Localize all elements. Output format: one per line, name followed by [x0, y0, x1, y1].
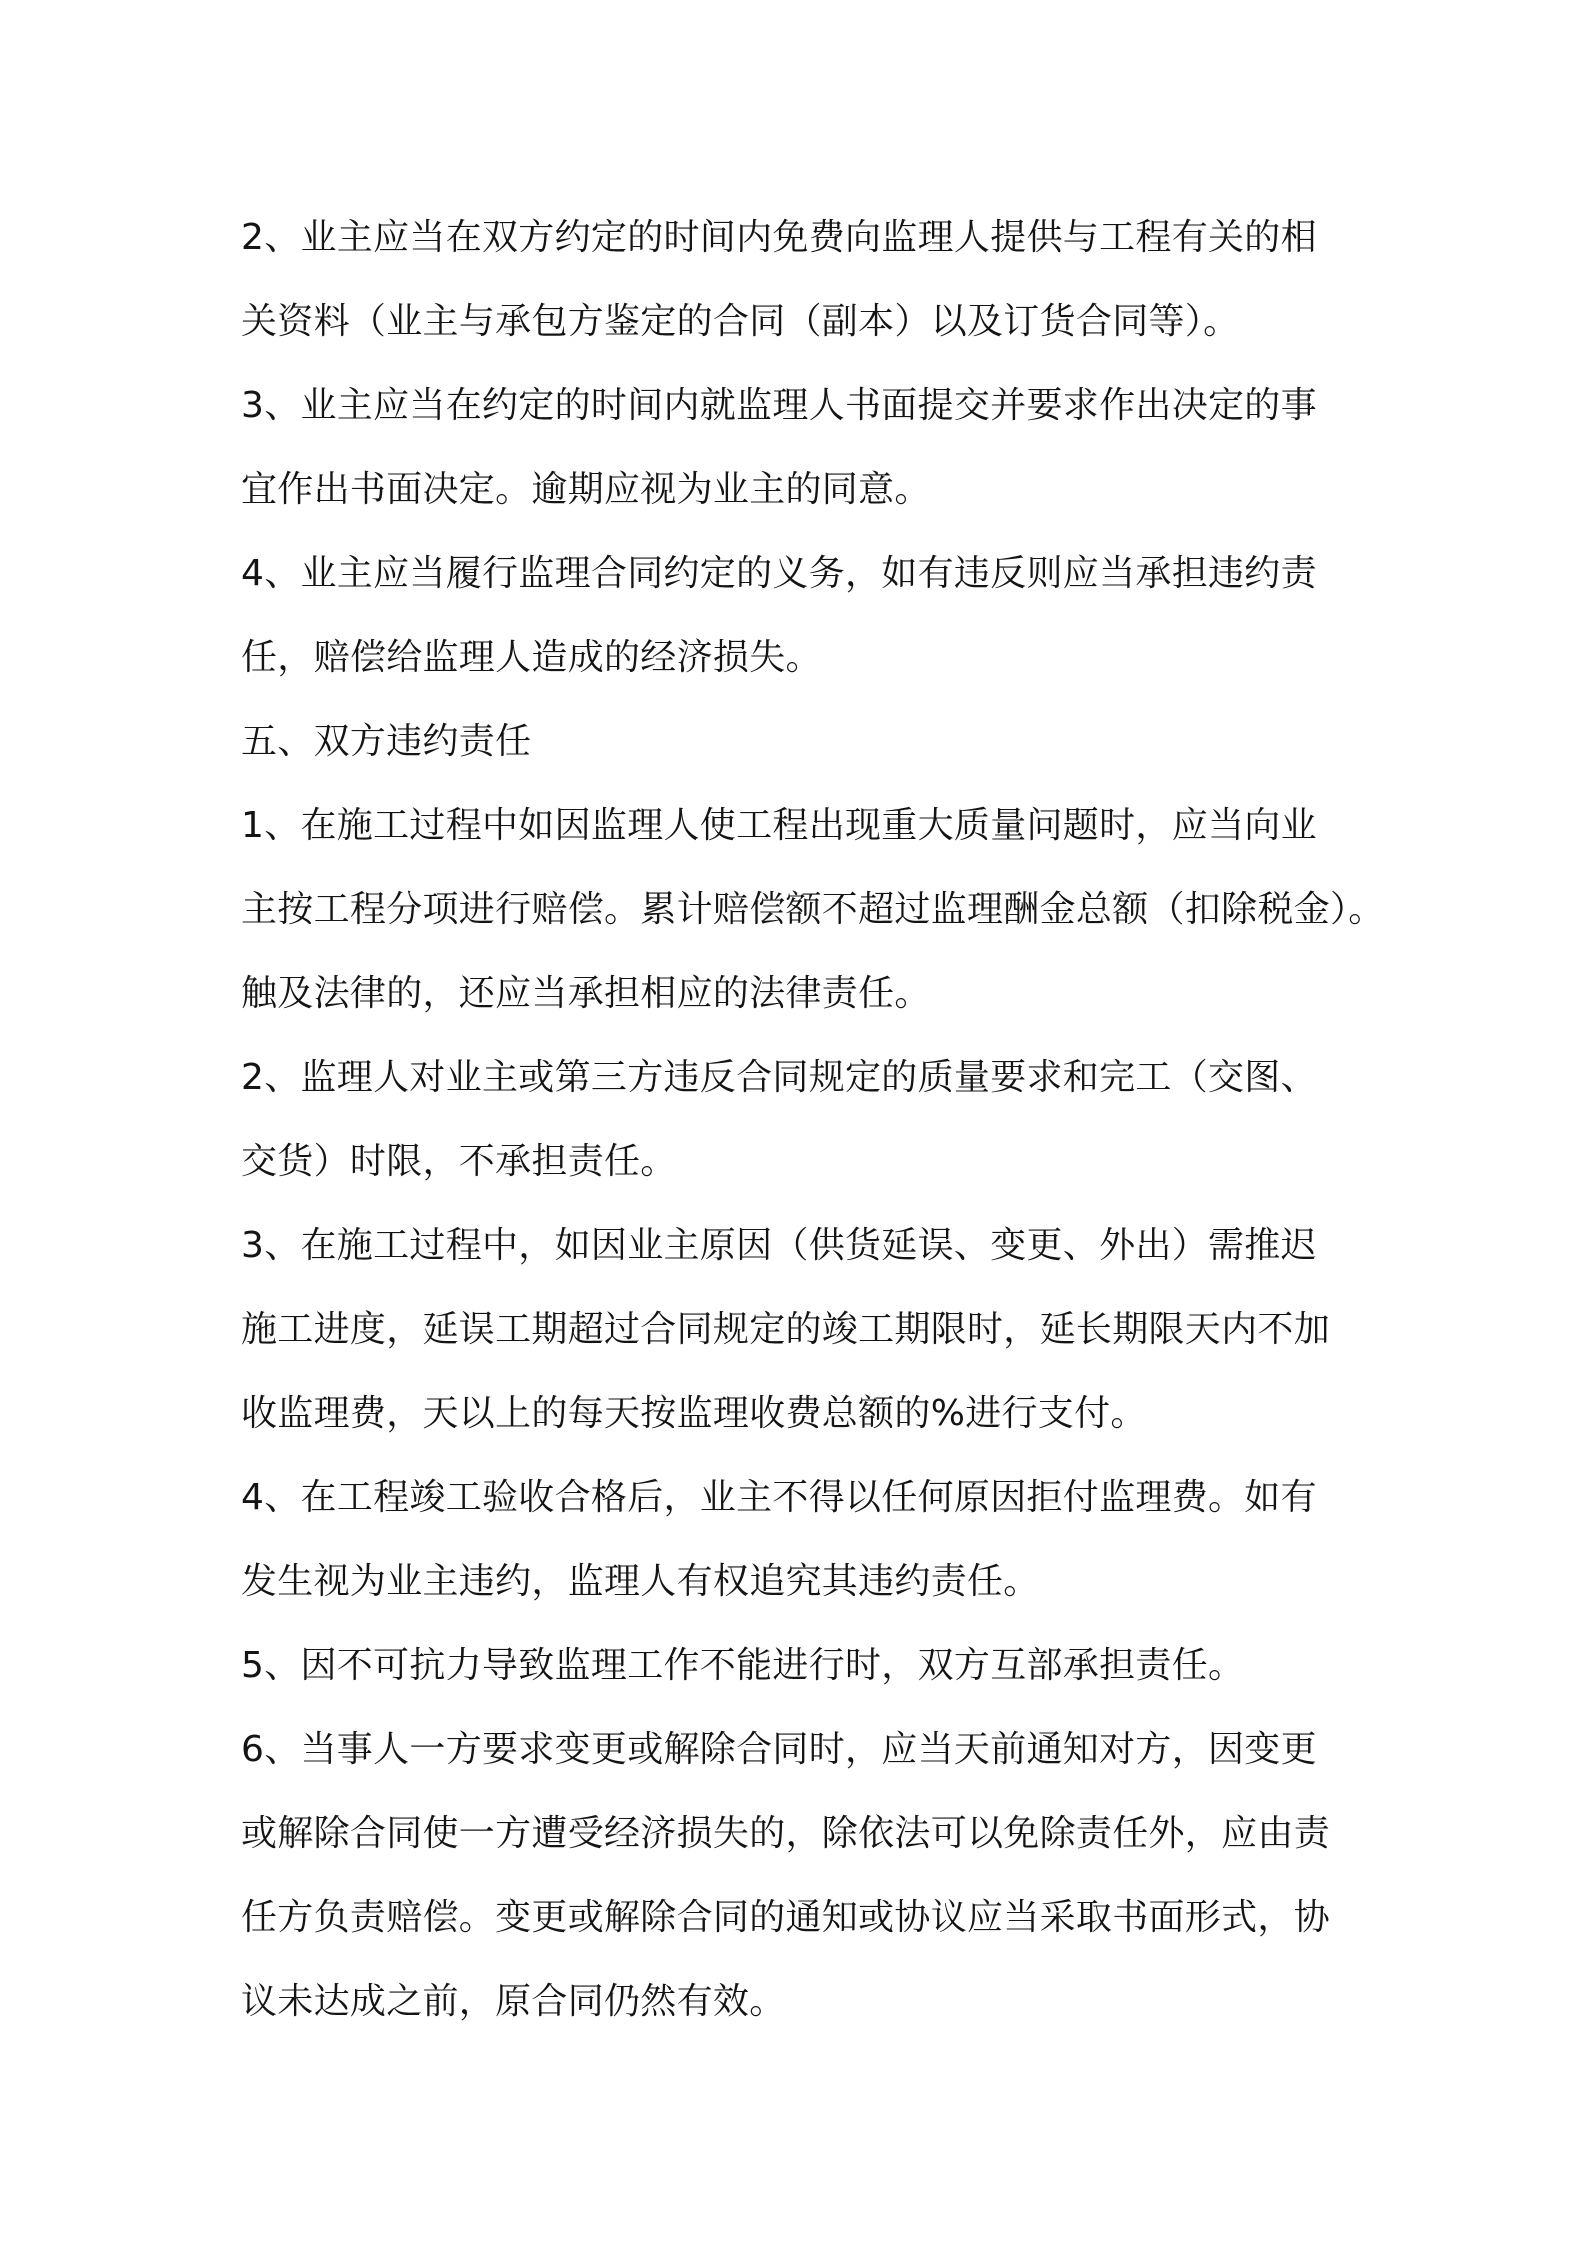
text-line: 触及法律的，还应当承担相应的法律责任。	[241, 973, 931, 1014]
paragraph-breach-2	[241, 1036, 1371, 1204]
text-line: 4、在工程竣工验收合格后，业主不得以任何原因拒付监理费。如有	[241, 1477, 1317, 1518]
text-line: 4、业主应当履行监理合同约定的义务，如有违反则应当承担违约责	[241, 553, 1317, 594]
paragraph-owner-duty-4	[241, 532, 1371, 700]
paragraph-breach-5	[241, 1624, 1371, 1708]
text-line: 宜作出书面决定。逾期应视为业主的同意。	[241, 469, 931, 510]
text-line: 1、在施工过程中如因监理人使工程出现重大质量问题时，应当向业	[241, 805, 1317, 846]
text-line: 任，赔偿给监理人造成的经济损失。	[241, 637, 822, 678]
text-line: 关资料（业主与承包方鉴定的合同（副本）以及订货合同等）。	[241, 301, 1240, 342]
paragraph-breach-1	[241, 784, 1385, 1036]
heading-line: 五、双方违约责任	[241, 721, 532, 762]
document-body	[241, 196, 1385, 2044]
text-line: 3、业主应当在约定的时间内就监理人书面提交并要求作出决定的事	[241, 385, 1317, 426]
text-line: 5、因不可抗力导致监理工作不能进行时，双方互部承担责任。	[241, 1645, 1245, 1686]
text-line: 任方负责赔偿。变更或解除合同的通知或协议应当采取书面形式，协	[241, 1897, 1331, 1938]
section-heading-breach-liability	[241, 700, 1371, 784]
text-line: 3、在施工过程中，如因业主原因（供货延误、变更、外出）需推迟	[241, 1225, 1317, 1266]
paragraph-owner-duty-3	[241, 364, 1371, 532]
paragraph-breach-3	[241, 1204, 1371, 1456]
text-line: 收监理费，天以上的每天按监理收费总额的%进行支付。	[241, 1393, 1147, 1434]
text-line: 主按工程分项进行赔偿。累计赔偿额不超过监理酬金总额（扣除税金）。	[241, 889, 1385, 930]
text-line: 议未达成之前，原合同仍然有效。	[241, 1981, 786, 2022]
text-line: 2、业主应当在双方约定的时间内免费向监理人提供与工程有关的相	[241, 217, 1317, 258]
text-line: 2、监理人对业主或第三方违反合同规定的质量要求和完工（交图、	[241, 1057, 1317, 1098]
text-line: 或解除合同使一方遭受经济损失的，除依法可以免除责任外，应由责	[241, 1813, 1331, 1854]
paragraph-breach-6	[241, 1708, 1371, 2044]
text-line: 6、当事人一方要求变更或解除合同时，应当天前通知对方，因变更	[241, 1729, 1317, 1770]
text-line: 交货）时限，不承担责任。	[241, 1141, 677, 1182]
text-line: 施工进度，延误工期超过合同规定的竣工期限时，延长期限天内不加	[241, 1309, 1331, 1350]
text-line: 发生视为业主违约，监理人有权追究其违约责任。	[241, 1561, 1040, 1602]
paragraph-owner-duty-2	[241, 196, 1371, 364]
paragraph-breach-4	[241, 1456, 1371, 1624]
